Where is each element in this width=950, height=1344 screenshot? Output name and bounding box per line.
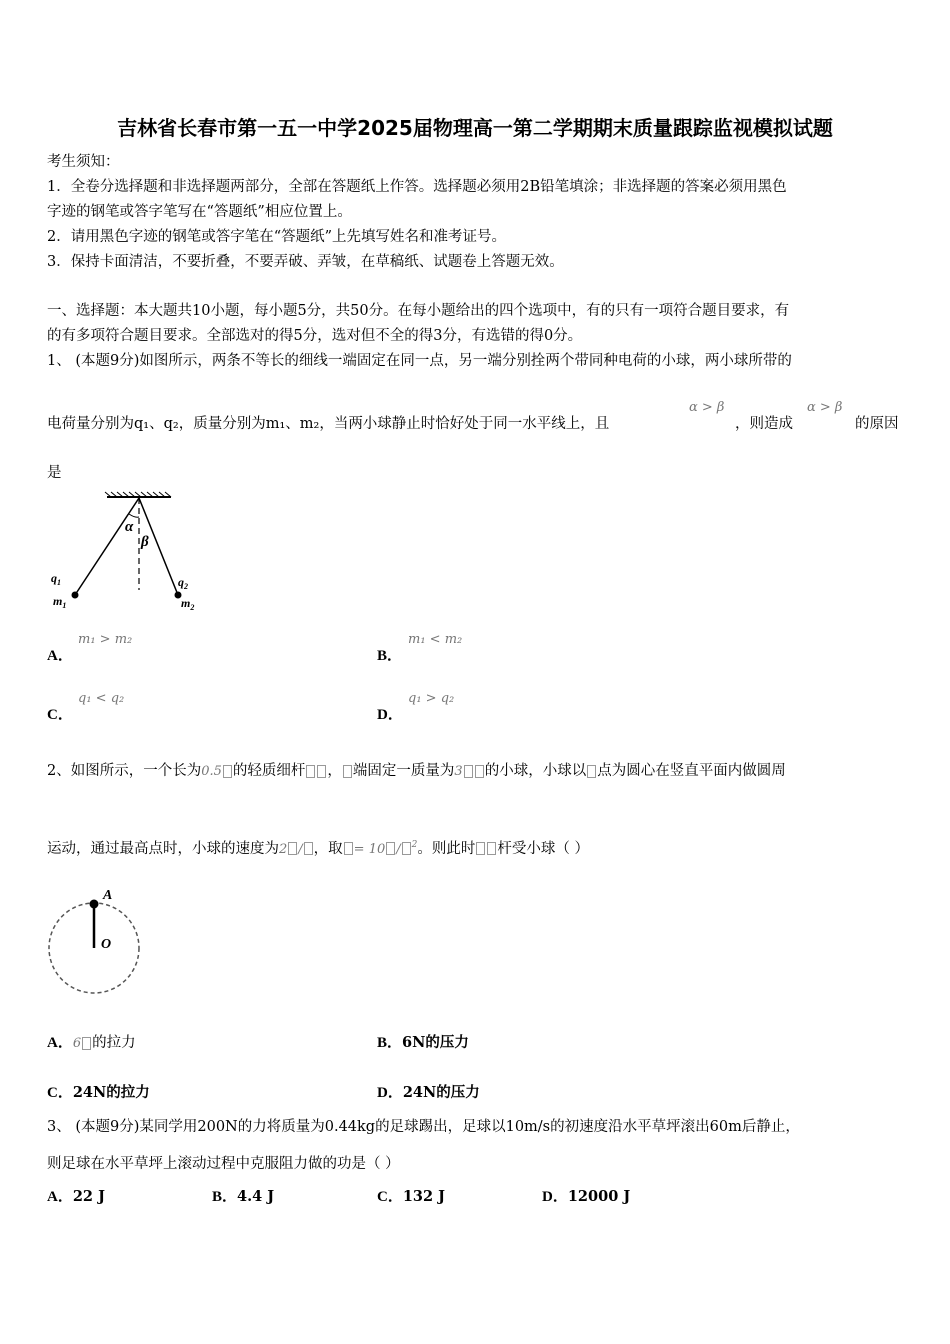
question-2-text: 运动，通过最高点时，小球的速度为2 / ，取 = 10 / $^2$。则此时 杆受小球（ ） [47,840,589,857]
option-b: B．6N的压力 [377,1034,469,1051]
option-b-formula: m₁ < m₂ [408,632,463,647]
option-d: D．12000 J [542,1188,631,1205]
beta-label: β [141,534,149,550]
section-instructions: 一、选择题：本大题共10小题，每小题5分，共50分。在每小题给出的四个选项中，有的只有一项符合题目要求，有 [47,303,790,319]
option-a-formula: m₁ > m₂ [78,632,133,647]
option-c: C．24N的拉力 [47,1084,150,1101]
pendulum-diagram [45,490,215,615]
formula: α > β [807,400,843,415]
page-title: 吉林省长春市第一五一中学2025届物理高一第二学期期末质量跟踪监视模拟试题 [117,116,833,140]
option-label: C． [47,707,73,723]
question-3-text: 则足球在水平草坪上滚动过程中克服阻力做的功是（ ） [47,1156,400,1172]
notice-item: 1．全卷分选择题和非选择题两部分，全部在答题纸上作答。选择题必须用2B铅笔填涂；非选择题的答案必须用黑色 [47,179,787,195]
question-1-text: 的原因 [855,416,899,432]
option-b: B．4.4 J [212,1188,275,1205]
question-3-text: 3、 (本题9分)某同学用200N的力将质量为0.44kg的足球踢出，足球以10m/s的初速度沿水平草坪滚出60m后静止， [47,1119,800,1135]
point-o-label: O [101,937,112,952]
option-label: A． [47,648,73,664]
option-a: A．22 J [47,1188,105,1205]
svg-text:m1: $m_1$ [53,594,67,610]
svg-text:m2: $m_2$ [181,596,195,612]
option-d-formula: q₁ > q₂ [408,691,455,706]
ball-a [90,900,99,909]
option-c: C．132 J [377,1188,446,1205]
option-label: D． [377,707,403,723]
notice-item: 2．请用黑色字迹的钢笔或答字笔在“答题纸”上先填写姓名和准考证号。 [47,229,507,245]
option-label: B． [377,648,403,664]
notice-item: 3．保持卡面清洁，不要折叠，不要弄破、弄皱，在草稿纸、试题卷上答题无效。 [47,254,564,270]
circle-diagram [45,880,145,998]
option-d: D．24N的压力 [377,1084,480,1101]
section-instructions: 的有多项符合题目要求。全部选对的得5分，选对但不全的得3分，有选错的得0分。 [47,328,583,344]
svg-text:q2: $q_2$ [178,575,188,591]
question-1-text: 是 [47,465,62,481]
alpha-label: α [125,519,134,535]
question-1-text: 1、 (本题9分)如图所示，两条不等长的细线一端固定在同一点，另一端分别拴两个带同种电荷的小球，两小球所带的 [47,353,792,369]
notice-item: 字迹的钢笔或答字笔写在“答题纸”相应位置上。 [47,204,352,220]
notice-heading: 考生须知： [47,154,120,170]
question-2-text: 2、如图所示，一个长为0.5 的轻质细杆 ， 端固定一质量为3 的小球，小球以 点为圆心在竖直平面内做圆周 [47,763,786,779]
formula: α > β [689,400,725,415]
ball-1 [72,592,79,599]
question-1-text: ，则造成 [735,416,793,432]
point-a-label: A [103,888,113,903]
svg-text:q1: $q_1$ [51,571,61,587]
option-c-formula: q₁ < q₂ [78,691,125,706]
question-1-text: 电荷量分别为q₁、q₂，质量分别为m₁、m₂，当两小球静止时恰好处于同一水平线上，且 [47,416,610,432]
option-a: A．6 的拉力 [47,1035,136,1051]
